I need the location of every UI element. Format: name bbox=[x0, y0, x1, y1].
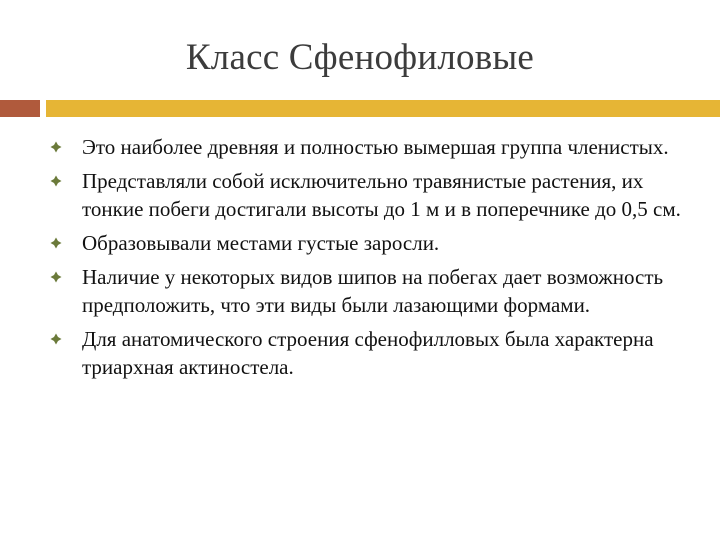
accent-line bbox=[46, 100, 720, 117]
list-item bbox=[46, 325, 686, 381]
bullet-list bbox=[46, 133, 686, 387]
list-item bbox=[46, 133, 686, 161]
four-petal-diamond-icon bbox=[50, 175, 62, 187]
list-item bbox=[46, 229, 686, 257]
four-petal-diamond-icon bbox=[50, 333, 62, 345]
bullet-text: Образовывали местами густые заросли. bbox=[82, 231, 440, 255]
list-item bbox=[46, 167, 686, 223]
bullet-text: Наличие у некоторых видов шипов на побегах дает возможность предположить, что эти виды были лазающими формами. bbox=[82, 265, 664, 317]
four-petal-diamond-icon bbox=[50, 141, 62, 153]
list-item bbox=[46, 263, 686, 319]
bullet-text: Для анатомического строения сфенофилловых была характерна триархная актиностела. bbox=[82, 327, 654, 379]
four-petal-diamond-icon bbox=[50, 237, 62, 249]
bullet-text: Это наиболее древняя и полностью вымершая группа членистых. bbox=[82, 135, 669, 159]
slide-title: Класс Сфенофиловые bbox=[185, 37, 535, 78]
accent-square bbox=[0, 100, 40, 117]
four-petal-diamond-icon bbox=[50, 271, 62, 283]
bullet-text: Представляли собой исключительно травянистые растения, их тонкие побеги достигали высоты до 1 м и в поперечнике до 0,5 см. bbox=[82, 169, 681, 221]
